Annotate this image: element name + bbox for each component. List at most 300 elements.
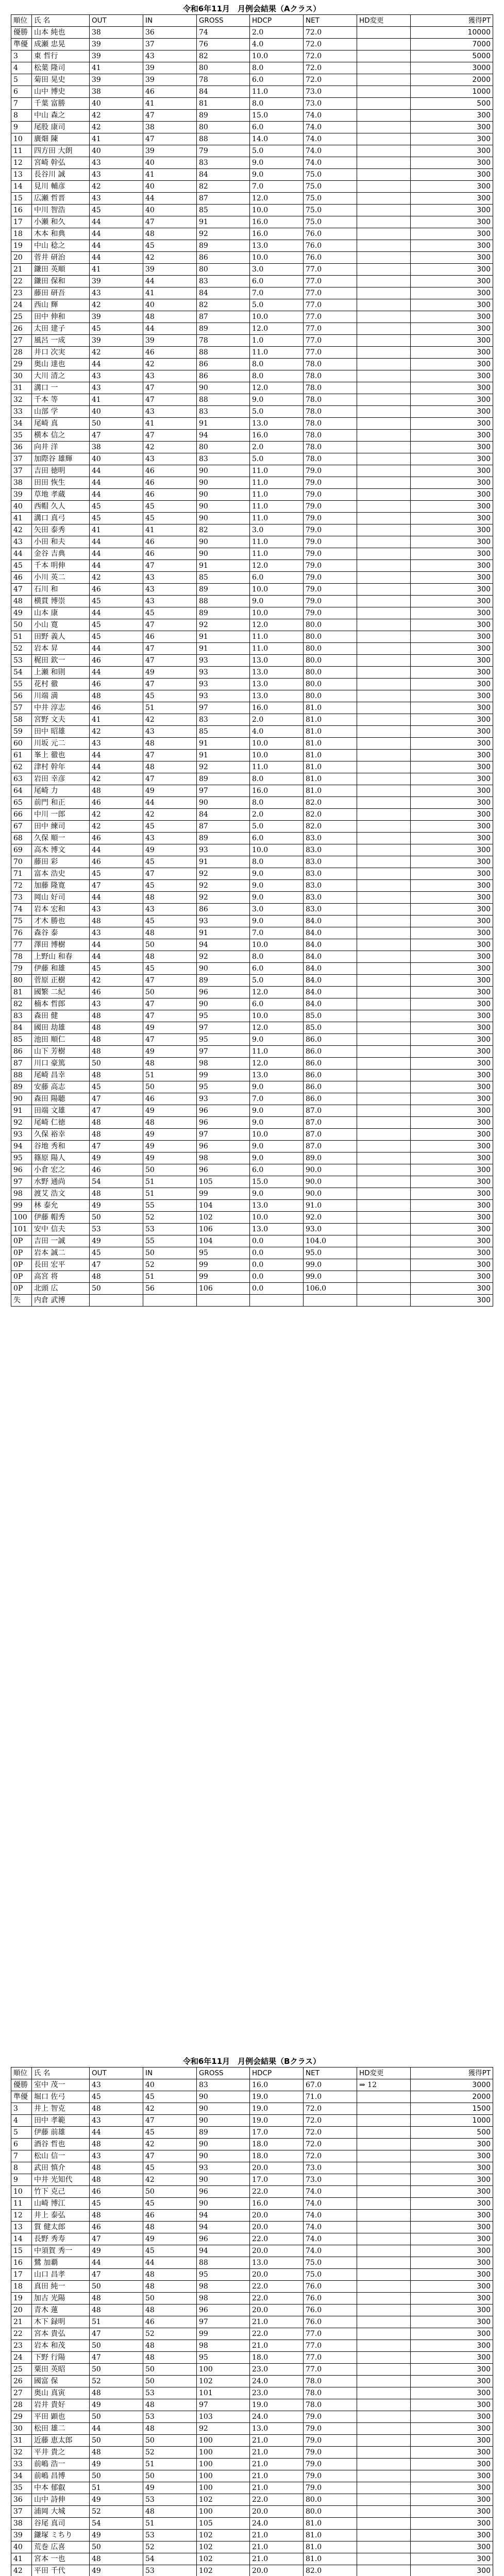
name-cell: 久保 順一	[32, 833, 90, 844]
points-cell: 1000	[411, 86, 493, 98]
in-cell: 48	[143, 311, 197, 323]
hd-change-cell	[357, 1117, 411, 1129]
gross-cell: 102	[197, 2553, 250, 2565]
hd-change-cell	[357, 39, 411, 50]
table-row	[11, 584, 493, 596]
net-cell: 79.0	[304, 596, 357, 607]
name-cell: 青木 蓮	[32, 2304, 90, 2316]
net-cell: 80.0	[304, 667, 357, 679]
out-cell: 48	[90, 1010, 143, 1022]
in-cell: 39	[143, 335, 197, 347]
hd-change-cell	[357, 667, 411, 679]
hd-change-cell	[357, 98, 411, 110]
name-cell: 加藤 隆寛	[32, 880, 90, 892]
net-cell: 79.0	[304, 501, 357, 513]
hdcp-cell: 8.0	[250, 856, 304, 868]
table-row	[11, 1022, 493, 1034]
net-cell: 83.0	[304, 844, 357, 856]
out-cell: 51	[90, 2316, 143, 2328]
in-cell: 50	[143, 1081, 197, 1093]
in-cell: 47	[143, 655, 197, 667]
gross-cell: 92	[197, 2423, 250, 2435]
in-cell: 40	[143, 299, 197, 311]
net-cell: 74.0	[304, 145, 357, 157]
net-cell: 72.0	[304, 62, 357, 74]
table-row	[11, 2328, 493, 2340]
in-cell: 45	[143, 963, 197, 975]
in-cell: 44	[143, 2257, 197, 2269]
points-cell: 300	[411, 2316, 493, 2328]
name-cell: 田中 孝範	[32, 2115, 90, 2127]
points-cell: 300	[411, 998, 493, 1010]
points-cell: 2000	[411, 74, 493, 86]
out-cell: 42	[90, 809, 143, 821]
out-cell: 47	[90, 2328, 143, 2340]
out-cell: 45	[90, 2091, 143, 2103]
name-cell: 尾崎 仁徳	[32, 1117, 90, 1129]
points-cell: 300	[411, 738, 493, 750]
hd-change-cell: ⇒ 12	[357, 2079, 411, 2091]
hd-change-cell	[357, 2328, 411, 2340]
gross-cell: 86	[197, 359, 250, 370]
table-row	[11, 501, 493, 513]
rank-cell: 96	[11, 1164, 32, 1176]
table-row	[11, 2459, 493, 2470]
points-cell: 300	[411, 560, 493, 572]
in-cell: 47	[143, 110, 197, 122]
hd-change-cell	[357, 2162, 411, 2174]
net-cell: 76.0	[304, 240, 357, 252]
gross-cell: 102	[197, 2530, 250, 2541]
table-row	[11, 951, 493, 963]
in-cell: 40	[143, 205, 197, 216]
table-row	[11, 2233, 493, 2245]
gross-cell: 97	[197, 702, 250, 714]
gross-cell: 106	[197, 1224, 250, 1235]
hdcp-cell: 16.0	[250, 2198, 304, 2210]
rank-cell: 57	[11, 702, 32, 714]
header-rank: 順位	[11, 15, 32, 27]
rank-cell: 49	[11, 607, 32, 619]
name-cell: 金谷 吉典	[32, 548, 90, 560]
net-cell: 77.0	[304, 287, 357, 299]
in-cell: 50	[143, 1164, 197, 1176]
out-cell: 43	[90, 193, 143, 205]
net-cell: 78.0	[304, 442, 357, 453]
hd-change-cell	[357, 809, 411, 821]
hdcp-cell: 15.0	[250, 1176, 304, 1188]
points-cell: 300	[411, 2553, 493, 2565]
rank-cell: 78	[11, 951, 32, 963]
net-cell: 77.0	[304, 2328, 357, 2340]
hdcp-cell: 1.0	[250, 335, 304, 347]
hd-change-cell	[357, 323, 411, 335]
table-row	[11, 2174, 493, 2186]
rank-cell: 15	[11, 2245, 32, 2257]
gross-cell: 94	[197, 939, 250, 951]
in-cell: 47	[143, 619, 197, 631]
hd-change-cell	[357, 607, 411, 619]
gross-cell: 76	[197, 39, 250, 50]
hdcp-cell: 18.0	[250, 2139, 304, 2150]
gross-cell: 78	[197, 74, 250, 86]
rank-cell: 43	[11, 536, 32, 548]
hd-change-cell	[357, 2150, 411, 2162]
gross-cell: 91	[197, 216, 250, 228]
gross-cell: 99	[197, 2328, 250, 2340]
rank-cell: 20	[11, 252, 32, 264]
net-cell: 74.0	[304, 2245, 357, 2257]
gross-cell	[197, 1295, 250, 1307]
table-row	[11, 62, 493, 74]
hd-change-cell	[357, 2530, 411, 2541]
name-cell: 國富 保	[32, 2376, 90, 2387]
out-cell: 45	[90, 1081, 143, 1093]
hdcp-cell: 20.0	[250, 2304, 304, 2316]
gross-cell: 91	[197, 738, 250, 750]
rank-cell: 80	[11, 975, 32, 987]
hd-change-cell	[357, 1105, 411, 1117]
hd-change-cell	[357, 501, 411, 513]
points-cell: 300	[411, 904, 493, 916]
hdcp-cell: 13.0	[250, 2257, 304, 2269]
net-cell: 77.0	[304, 323, 357, 335]
hdcp-cell: 11.0	[250, 631, 304, 643]
hd-change-cell	[357, 2293, 411, 2304]
out-cell: 42	[90, 122, 143, 133]
table-row	[11, 2482, 493, 2494]
rank-cell: 15	[11, 193, 32, 205]
out-cell: 48	[90, 2162, 143, 2174]
in-cell: 39	[143, 74, 197, 86]
net-cell: 86.0	[304, 1046, 357, 1058]
rank-cell: 14	[11, 181, 32, 193]
out-cell: 48	[90, 2139, 143, 2150]
rank-cell: 7	[11, 98, 32, 110]
hdcp-cell: 2.0	[250, 809, 304, 821]
name-cell: 國田 劫雄	[32, 1022, 90, 1034]
table-row	[11, 596, 493, 607]
rank-cell: 13	[11, 169, 32, 181]
points-cell: 300	[411, 2233, 493, 2245]
in-cell	[143, 1295, 197, 1307]
hd-change-cell	[357, 477, 411, 489]
gross-cell: 95	[197, 1081, 250, 1093]
name-cell: 津村 幹年	[32, 761, 90, 773]
points-cell: 300	[411, 844, 493, 856]
gross-cell: 93	[197, 679, 250, 690]
table-row	[11, 904, 493, 916]
hdcp-cell: 6.0	[250, 1164, 304, 1176]
points-cell: 300	[411, 2139, 493, 2150]
name-cell: 小倉 宏之	[32, 1164, 90, 1176]
gross-cell: 94	[197, 430, 250, 442]
name-cell: 田中 昭雄	[32, 726, 90, 738]
out-cell: 49	[90, 2565, 143, 2576]
table-row	[11, 2423, 493, 2435]
table-row	[11, 264, 493, 276]
header-in: IN	[143, 2067, 197, 2079]
hd-change-cell	[357, 287, 411, 299]
in-cell: 43	[143, 726, 197, 738]
rank-cell: 31	[11, 382, 32, 394]
out-cell: 39	[90, 311, 143, 323]
name-cell: 千本 等	[32, 394, 90, 406]
points-cell: 300	[411, 2210, 493, 2222]
name-cell: 林 泰允	[32, 1200, 90, 1212]
points-cell: 300	[411, 513, 493, 524]
table-row	[11, 987, 493, 998]
rank-cell: 42	[11, 2565, 32, 2576]
hdcp-cell: 10.0	[250, 1010, 304, 1022]
points-cell: 300	[411, 619, 493, 631]
rank-cell: 82	[11, 998, 32, 1010]
net-cell: 79.0	[304, 477, 357, 489]
points-cell: 300	[411, 584, 493, 596]
points-cell: 300	[411, 335, 493, 347]
gross-cell: 95	[197, 1010, 250, 1022]
points-cell: 3000	[411, 62, 493, 74]
table-row	[11, 2470, 493, 2482]
in-cell: 44	[143, 797, 197, 809]
net-cell: 82.0	[304, 821, 357, 833]
header-in: IN	[143, 15, 197, 27]
in-cell: 43	[143, 453, 197, 465]
name-cell: 室中 茂一	[32, 2079, 90, 2091]
rank-cell: 62	[11, 761, 32, 773]
hd-change-cell	[357, 738, 411, 750]
net-cell: 79.0	[304, 2459, 357, 2470]
name-cell: 見川 輔彦	[32, 181, 90, 193]
in-cell: 43	[143, 50, 197, 62]
table-row	[11, 2447, 493, 2459]
out-cell: 46	[90, 679, 143, 690]
points-cell: 300	[411, 1046, 493, 1058]
points-cell: 300	[411, 1058, 493, 1070]
gross-cell: 99	[197, 1188, 250, 1200]
table-row	[11, 1176, 493, 1188]
gross-cell: 82	[197, 524, 250, 536]
gross-cell: 93	[197, 690, 250, 702]
net-cell: 79.0	[304, 465, 357, 477]
gross-cell: 81	[197, 98, 250, 110]
hd-change-cell	[357, 524, 411, 536]
table-row	[11, 2281, 493, 2293]
name-cell: 加際谷 雄輝	[32, 453, 90, 465]
rank-cell: 77	[11, 939, 32, 951]
in-cell: 39	[143, 264, 197, 276]
hdcp-cell: 20.0	[250, 2222, 304, 2233]
gross-cell: 97	[197, 785, 250, 797]
in-cell: 45	[143, 513, 197, 524]
gross-cell: 83	[197, 714, 250, 726]
rank-cell: 9	[11, 2174, 32, 2186]
in-cell: 52	[143, 2541, 197, 2553]
points-cell: 300	[411, 963, 493, 975]
name-cell: 向井 洋	[32, 442, 90, 453]
net-cell: 79.0	[304, 489, 357, 501]
header-row	[11, 15, 493, 27]
points-cell: 300	[411, 430, 493, 442]
table-row	[11, 2364, 493, 2376]
net-cell: 74.0	[304, 2198, 357, 2210]
hd-change-cell	[357, 560, 411, 572]
name-cell: 尾股 康司	[32, 122, 90, 133]
table-row	[11, 276, 493, 287]
rank-cell: 35	[11, 430, 32, 442]
hdcp-cell: 9.0	[250, 1034, 304, 1046]
name-cell: 田田 恢生	[32, 477, 90, 489]
in-cell: 48	[143, 2506, 197, 2518]
rank-cell: 58	[11, 714, 32, 726]
name-cell: 中山 稔之	[32, 240, 90, 252]
out-cell: 50	[90, 1283, 143, 1295]
points-cell: 300	[411, 690, 493, 702]
hdcp-cell: 10.0	[250, 1129, 304, 1141]
out-cell: 44	[90, 939, 143, 951]
hd-change-cell	[357, 2447, 411, 2459]
hd-change-cell	[357, 394, 411, 406]
hdcp-cell: 20.0	[250, 2565, 304, 2576]
name-cell: 石川 和	[32, 584, 90, 596]
out-cell: 44	[90, 536, 143, 548]
gross-cell: 98	[197, 1058, 250, 1070]
gross-cell: 96	[197, 1141, 250, 1153]
name-cell: 成瀬 忠晃	[32, 39, 90, 50]
name-cell: 中川 智浩	[32, 205, 90, 216]
rank-cell: 23	[11, 2340, 32, 2352]
gross-cell: 87	[197, 311, 250, 323]
hdcp-cell: 11.0	[250, 501, 304, 513]
hd-change-cell	[357, 856, 411, 868]
hdcp-cell: 13.0	[250, 418, 304, 430]
header-gross: GROSS	[197, 15, 250, 27]
hdcp-cell: 16.0	[250, 2079, 304, 2091]
points-cell: 300	[411, 2530, 493, 2541]
gross-cell: 90	[197, 465, 250, 477]
out-cell: 41	[90, 394, 143, 406]
class-b-section	[11, 2056, 493, 2576]
in-cell: 38	[143, 122, 197, 133]
hdcp-cell: 13.0	[250, 1224, 304, 1235]
rank-cell: 19	[11, 240, 32, 252]
rank-cell: 33	[11, 406, 32, 418]
hdcp-cell: 19.0	[250, 2115, 304, 2127]
name-cell: 久保 裕幸	[32, 1129, 90, 1141]
gross-cell: 78	[197, 335, 250, 347]
table-row	[11, 2530, 493, 2541]
gross-cell: 97	[197, 2316, 250, 2328]
name-cell: 山中 詩伸	[32, 2494, 90, 2506]
table-row	[11, 560, 493, 572]
points-cell: 300	[411, 987, 493, 998]
rank-cell: 59	[11, 726, 32, 738]
hd-change-cell	[357, 1212, 411, 1224]
table-row	[11, 240, 493, 252]
out-cell: 43	[90, 2150, 143, 2162]
in-cell: 46	[143, 631, 197, 643]
in-cell: 55	[143, 1200, 197, 1212]
hd-change-cell	[357, 1093, 411, 1105]
hd-change-cell	[357, 2198, 411, 2210]
hdcp-cell: 9.0	[250, 1081, 304, 1093]
hdcp-cell: 8.0	[250, 773, 304, 785]
hdcp-cell: 21.0	[250, 2482, 304, 2494]
name-cell: 森谷 泰	[32, 927, 90, 939]
gross-cell: 82	[197, 299, 250, 311]
in-cell: 45	[143, 240, 197, 252]
out-cell: 46	[90, 655, 143, 667]
name-cell: 内倉 武博	[32, 1295, 90, 1307]
rank-cell: 準優	[11, 2091, 32, 2103]
table-row	[11, 2186, 493, 2198]
gross-cell: 93	[197, 844, 250, 856]
name-cell: 真田 純一	[32, 2281, 90, 2293]
table-row	[11, 181, 493, 193]
gross-cell: 92	[197, 892, 250, 904]
table-row	[11, 667, 493, 679]
hdcp-cell: 9.0	[250, 868, 304, 880]
points-cell: 300	[411, 1081, 493, 1093]
rank-cell: 39	[11, 489, 32, 501]
hd-change-cell	[357, 2387, 411, 2399]
net-cell: 79.0	[304, 607, 357, 619]
in-cell: 47	[143, 394, 197, 406]
hdcp-cell: 5.0	[250, 821, 304, 833]
hd-change-cell	[357, 1164, 411, 1176]
name-cell: 川口 豪篤	[32, 1058, 90, 1070]
points-cell: 300	[411, 442, 493, 453]
in-cell: 53	[143, 1224, 197, 1235]
points-cell: 300	[411, 276, 493, 287]
hd-change-cell	[357, 181, 411, 193]
out-cell: 45	[90, 2198, 143, 2210]
hdcp-cell: 22.0	[250, 2186, 304, 2198]
net-cell: 86.0	[304, 1058, 357, 1070]
in-cell: 52	[143, 2328, 197, 2340]
in-cell: 49	[143, 1105, 197, 1117]
in-cell: 47	[143, 2150, 197, 2162]
in-cell: 43	[143, 406, 197, 418]
gross-cell: 96	[197, 2304, 250, 2316]
net-cell: 81.0	[304, 2530, 357, 2541]
table-row	[11, 287, 493, 299]
hdcp-cell: 9.0	[250, 892, 304, 904]
hdcp-cell: 7.0	[250, 181, 304, 193]
out-cell: 48	[90, 690, 143, 702]
in-cell: 47	[143, 750, 197, 761]
hdcp-cell: 11.0	[250, 1046, 304, 1058]
out-cell: 49	[90, 2530, 143, 2541]
net-cell: 78.0	[304, 430, 357, 442]
rank-cell: 準優	[11, 39, 32, 50]
net-cell: 79.0	[304, 2435, 357, 2447]
rank-cell: 93	[11, 1129, 32, 1141]
table-row	[11, 86, 493, 98]
points-cell: 300	[411, 418, 493, 430]
gross-cell: 89	[197, 240, 250, 252]
hdcp-cell: 19.0	[250, 2399, 304, 2411]
table-row	[11, 2210, 493, 2222]
points-cell: 300	[411, 572, 493, 584]
net-cell: 78.0	[304, 418, 357, 430]
gross-cell: 90	[197, 536, 250, 548]
hdcp-cell: 4.0	[250, 39, 304, 50]
name-cell: 溝口 真弓	[32, 513, 90, 524]
name-cell: 上瀬 和則	[32, 667, 90, 679]
net-cell: 74.0	[304, 157, 357, 169]
net-cell: 79.0	[304, 2411, 357, 2423]
